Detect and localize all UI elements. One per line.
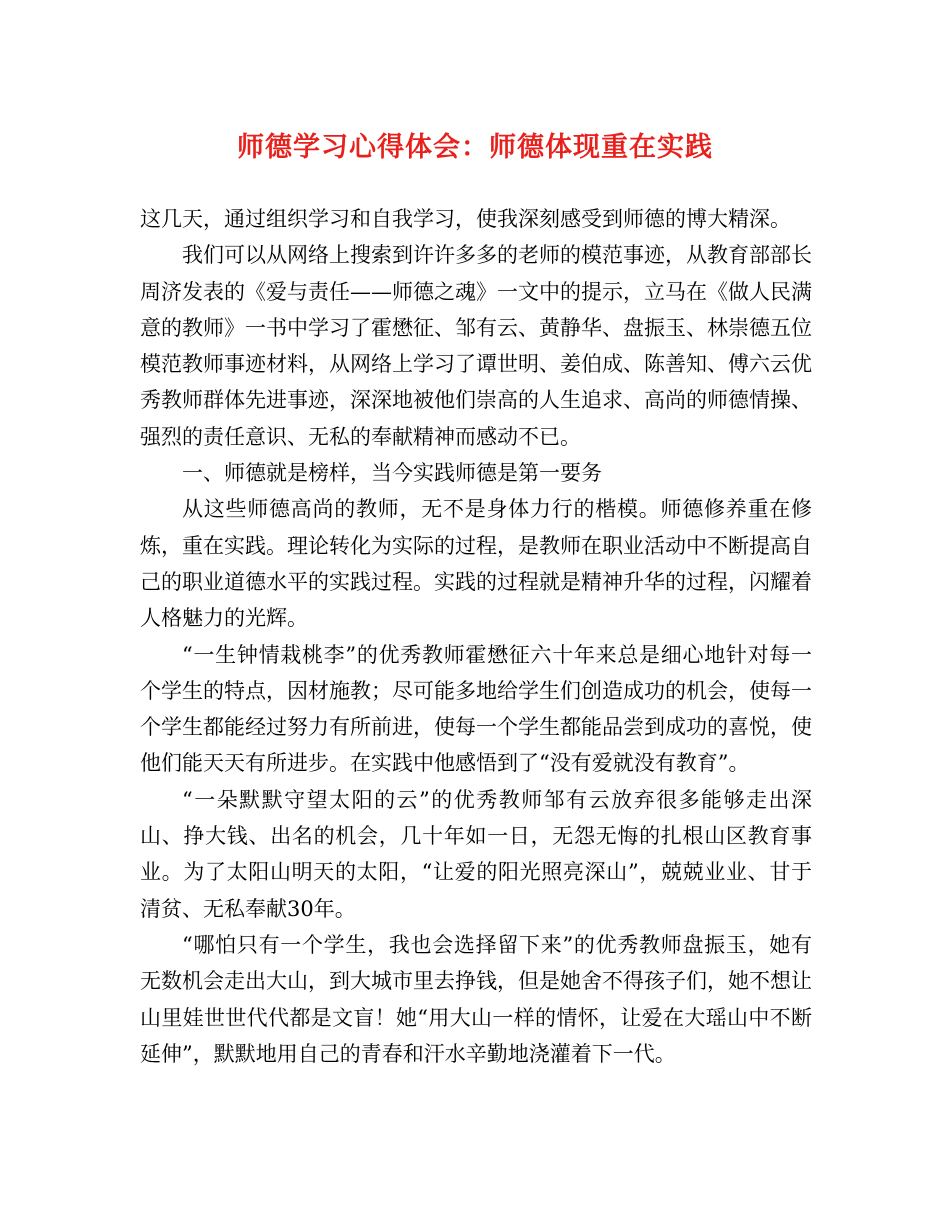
paragraph-practice: 从这些师德高尚的教师，无不是身体力行的楷模。师德修养重在修炼，重在实践。理论转化为实际的过程，是教师在职业活动中不断提高自己的职业道德水平的实践过程。实践的过程就是精神升华的过程，闪耀着人格魅力的光辉。: [140, 497, 812, 631]
paragraph-learning: 我们可以从网络上搜索到许许多多的老师的模范事迹，从教育部部长周济发表的《爱与责任——师德之魂》一文中的提示，立马在《做人民满意的教师》一书中学习了霍懋征、邹有云、黄静华、盘振玉、林崇德五位模范教师事迹材料，从网络上学习了谭世明、姜伯成、陈善知、傅六云优秀教师群体先进事迹，深深地被他们崇高的人生追求、高尚的师德情操、强烈的责任意识、无私的奉献精神而感动不已。: [140, 243, 812, 449]
paragraph-intro: 这几天，通过组织学习和自我学习，使我深刻感受到师德的博大精深。: [140, 207, 791, 231]
paragraph-zou-youyun: “一朵默默守望太阳的云”的优秀教师邹有云放弃很多能够走出深山、挣大钱、出名的机会，几十年如一日，无怨无悔的扎根山区教育事业。为了太阳山明天的太阳，“让爱的阳光照亮深山”，兢兢业业、甘于清贫、无私奉献30年。: [140, 787, 812, 921]
page-title: 师德学习心得体会：师德体现重在实践: [237, 132, 713, 163]
paragraph-pan-zhenyu: “哪怕只有一个学生，我也会选择留下来”的优秀教师盘振玉，她有无数机会走出大山，到大城市里去挣钱，但是她舍不得孩子们，她不想让山里娃世世代代都是文盲！她“用大山一样的情怀，让爱在大瑶山中不断延伸”，默默地用自己的青春和汗水辛勤地浇灌着下一代。: [140, 932, 812, 1066]
document-body: [140, 201, 812, 1072]
section-heading-1: 一、师德就是榜样，当今实践师德是第一要务: [182, 461, 602, 486]
paragraph-huo-maozheng: “一生钟情栽桃李”的优秀教师霍懋征六十年来总是细心地针对每一个学生的特点，因材施教；尽可能多地给学生们创造成功的机会，使每一个学生都能经过努力有所前进，使每一个学生都能品尝到成功的喜悦，使他们能天天有所进步。在实践中他感悟到了“没有爱就没有教育”。: [140, 642, 812, 776]
